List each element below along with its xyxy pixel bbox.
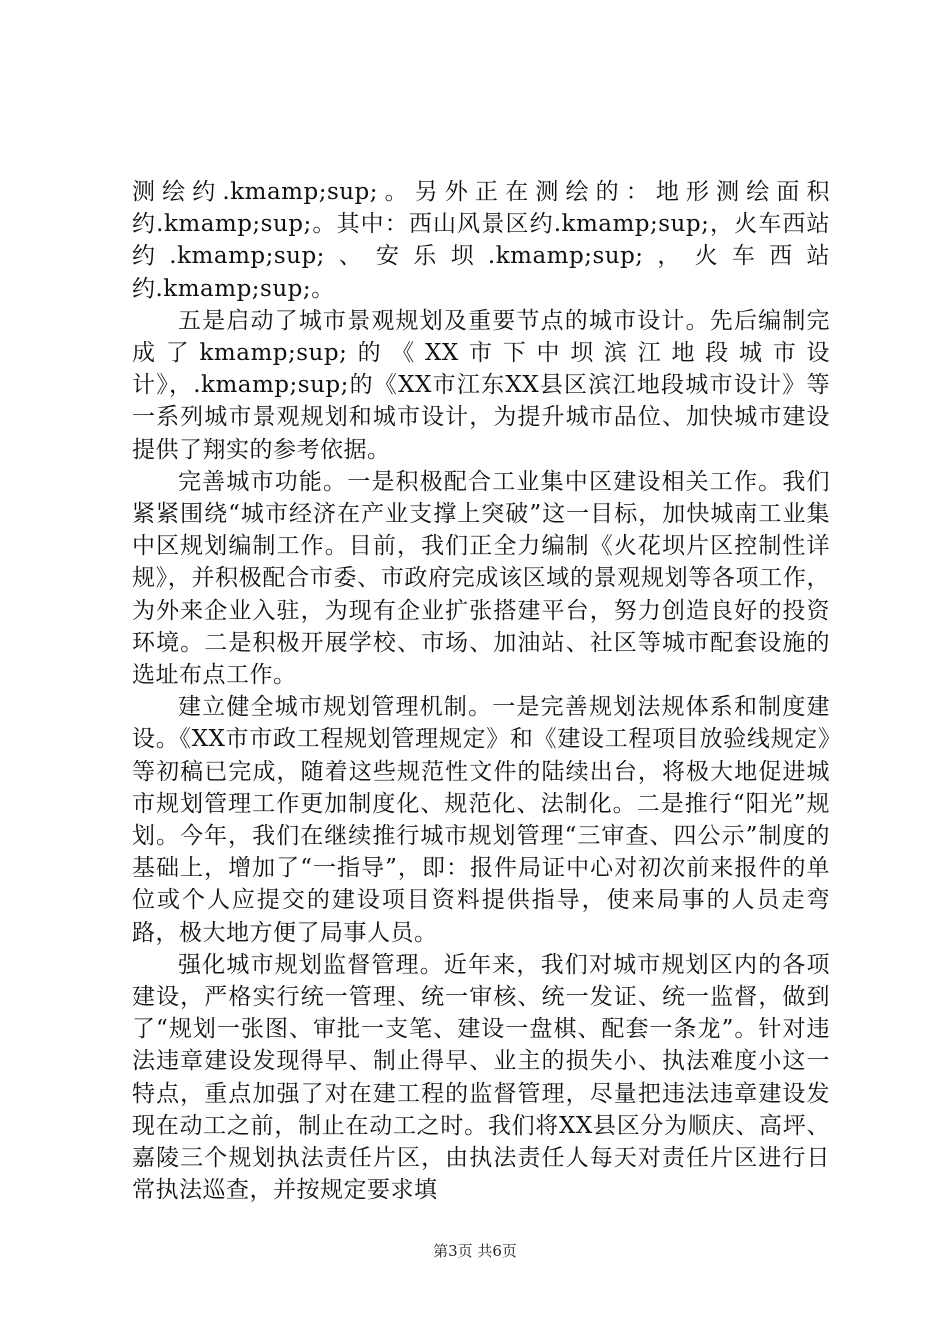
paragraph-city-functions: 完善城市功能。一是积极配合工业集中区建设相关工作。我们紧紧围绕“城市经济在产业支撑上突破”这一目标，加快城南工业集中区规划编制工作。目前，我们正全力编制《火花坝片区控制性详规》，并积极配合市委、市政府完成该区域的景观规划等各项工作，为外来企业入驻，为现有企业扩张搭建平台，努力创造良好的投资环境。二是积极开展学校、市场、加油站、社区等城市配套设施的选址布点工作。 xyxy=(132,468,830,689)
paragraph-management-mechanism: 建立健全城市规划管理机制。一是完善规划法规体系和制度建设。《XX市市政工程规划管理规定》和《建设工程项目放验线规定》等初稿已完成，随着这些规范性文件的陆续出台，将极大地促进城市规划管理工作更加制度化、规范化、法制化。二是推行“阳光”规划。今年，我们在继续推行城市规划管理“三审查、四公示”制度的基础上，增加了“一指导”，即：报件局证中心对初次前来报件的单位或个人应提交的建设项目资料提供指导，使来局事的人员走弯路，极大地方便了局事人员。 xyxy=(132,694,830,946)
page-number-footer: 第3页 共6页 xyxy=(433,1242,517,1260)
body-text xyxy=(132,176,830,1207)
paragraph-supervision: 强化城市规划监督管理。近年来，我们对城市规划区内的各项建设，严格实行统一管理、统一审核、统一发证、统一监督，做到了“规划一张图、审批一支笔、建设一盘棋、配套一条龙”。针对违法违章建设发现得早、制止得早、业主的损失小、执法难度小这一特点，重点加强了对在建工程的监督管理，尽量把违法违章建设发现在动工之前，制止在动工之时。我们将XX县区分为顺庆、高坪、嘉陵三个规划执法责任片区，由执法责任人每天对责任片区进行日常执法巡查，并按规定要求填 xyxy=(132,951,830,1204)
paragraph-survey-areas: 测绘约.kmamp;sup;。另外正在测绘的：地形测绘面积约.kmamp;sup;。其中：西山风景区约.kmamp;sup;，火车西站约.kmamp;sup;、安乐坝.kmamp;sup;，火车西站约.kmamp;sup;。 xyxy=(132,179,830,302)
paragraph-landscape-planning: 五是启动了城市景观规划及重要节点的城市设计。先后编制完成了kmamp;sup;的《XX市下中坝滨江地段城市设计》，.kmamp;sup;的《XX市江东XX县区滨江地段城市设计》等一系列城市景观规划和城市设计，为提升城市品位、加快城市建设提供了翔实的参考依据。 xyxy=(132,307,830,463)
